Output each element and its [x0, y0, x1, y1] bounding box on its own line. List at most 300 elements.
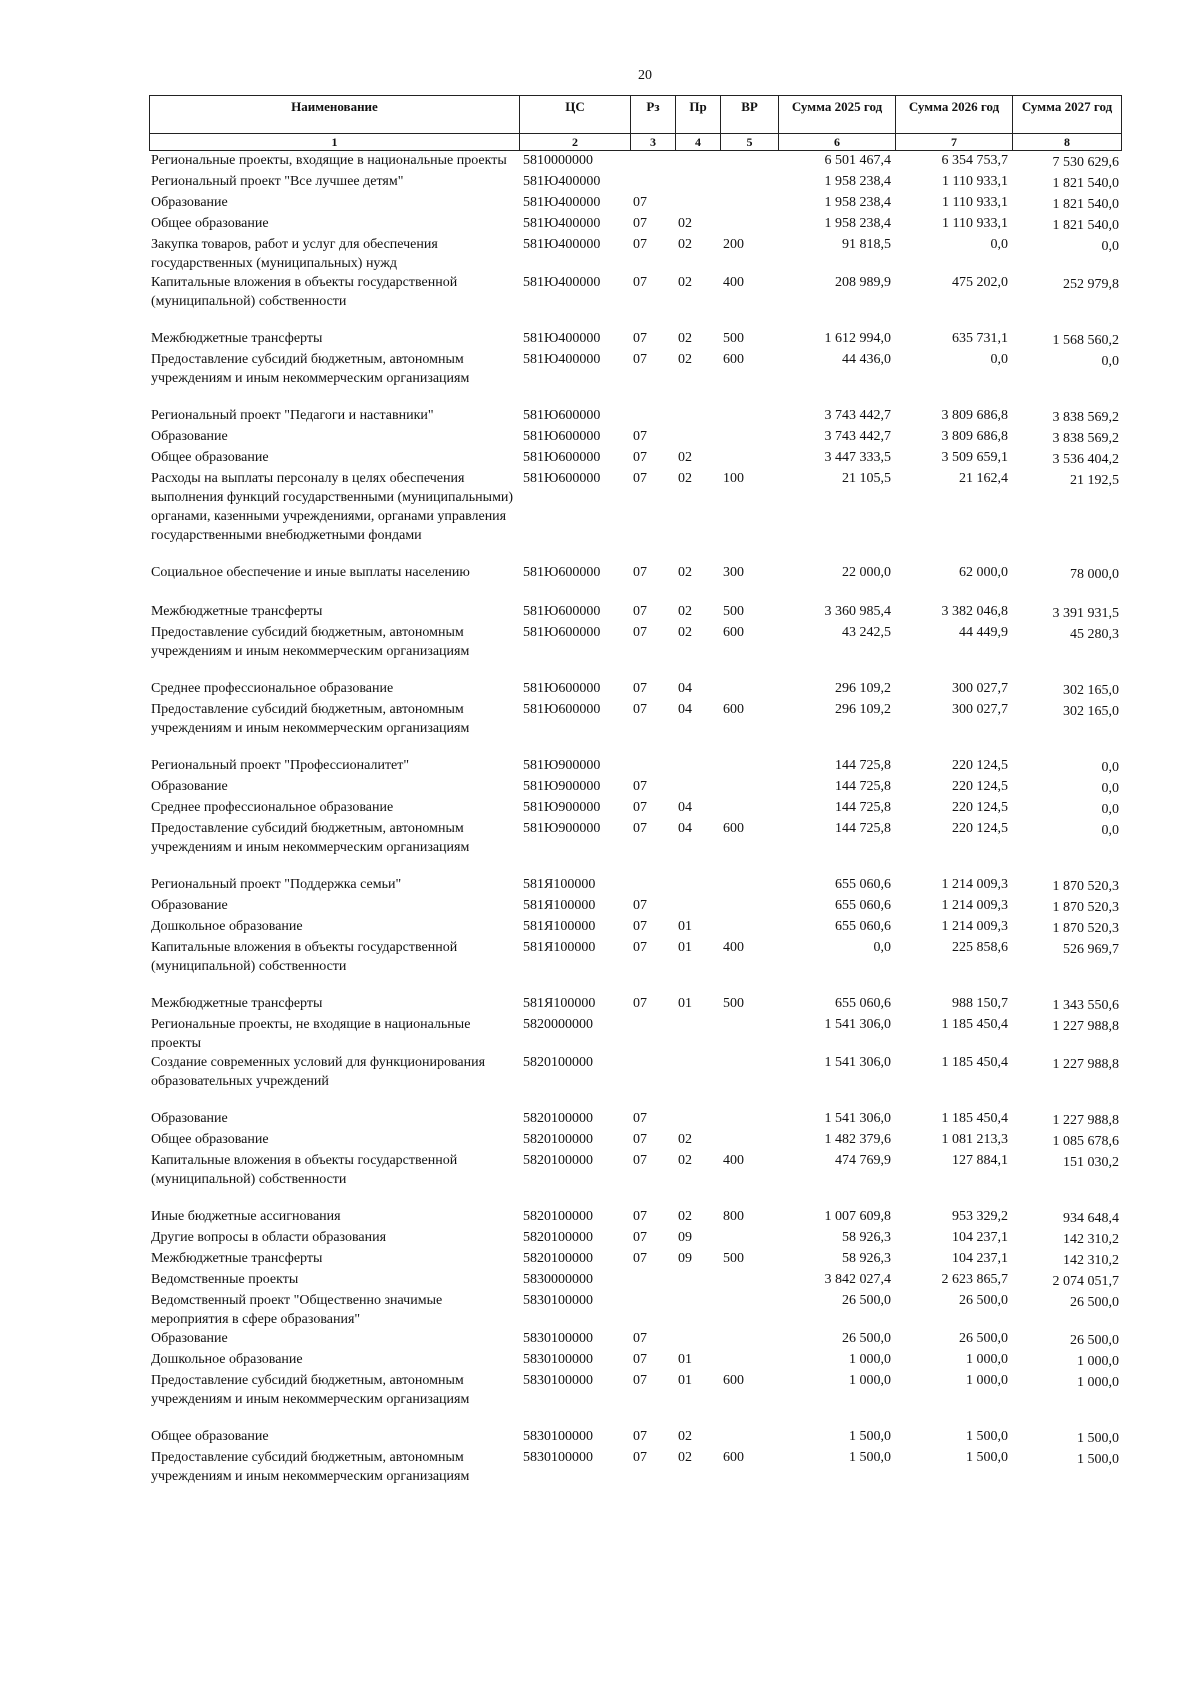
column-number: 2 — [520, 134, 631, 151]
cell-vr: 500 — [723, 604, 744, 619]
cell-pr — [675, 172, 720, 193]
table-row — [149, 917, 1121, 938]
table-row — [149, 819, 1121, 857]
cell-cs: 581Ю600000 — [523, 565, 601, 580]
cell-pr — [675, 193, 720, 214]
cell-s3: 1 821 540,0 — [1052, 218, 1119, 233]
cell-rz: 07 — [633, 779, 647, 794]
cell-rz — [630, 1270, 675, 1291]
cell-s2: 220 124,5 — [952, 821, 1008, 836]
table-row — [149, 777, 1121, 798]
cell-name: Расходы на выплаты персоналу в целях обеспечения выполнения функций государственными (муниципальными) органами, казенными учреждениями, органами управления государственными внебюджетными фондами — [151, 471, 514, 543]
cell-rz: 07 — [633, 565, 647, 580]
cell-s3: 1 870 520,3 — [1052, 900, 1119, 915]
cell-s2: 1 110 933,1 — [942, 174, 1008, 189]
cell-s2: 26 500,0 — [959, 1331, 1008, 1346]
cell-rz: 07 — [633, 1373, 647, 1388]
cell-s1: 26 500,0 — [842, 1293, 891, 1308]
cell-s2: 1 185 450,4 — [941, 1017, 1008, 1032]
cell-s3: 3 838 569,2 — [1052, 410, 1119, 425]
cell-s2: 6 354 753,7 — [941, 153, 1008, 168]
cell-cs: 581Ю400000 — [523, 331, 601, 346]
cell-s3: 142 310,2 — [1063, 1253, 1119, 1268]
page-number: 20 — [638, 68, 652, 83]
table-row — [149, 172, 1121, 193]
cell-cs: 5830100000 — [523, 1352, 593, 1367]
cell-pr: 02 — [678, 1209, 692, 1224]
cell-rz — [630, 406, 675, 427]
cell-s1: 655 060,6 — [835, 996, 891, 1011]
cell-name: Капитальные вложения в объекты государственной (муниципальной) собственности — [151, 940, 458, 974]
cell-s2: 3 809 686,8 — [941, 408, 1008, 423]
cell-cs: 5830100000 — [523, 1331, 593, 1346]
cell-name: Предоставление субсидий бюджетным, автономным учреждениям и иным некоммерческим организациям — [151, 625, 470, 659]
cell-name: Дошкольное образование — [151, 919, 303, 934]
cell-vr — [720, 917, 778, 938]
cell-name: Другие вопросы в области образования — [151, 1230, 387, 1245]
table-row — [149, 1448, 1121, 1486]
cell-s1: 3 447 333,5 — [824, 450, 891, 465]
cell-s1: 21 105,5 — [842, 471, 891, 486]
cell-vr — [720, 406, 778, 427]
cell-rz: 07 — [633, 216, 647, 231]
cell-s1: 91 818,5 — [842, 237, 891, 252]
cell-vr: 500 — [723, 331, 744, 346]
cell-pr — [675, 777, 720, 798]
cell-s3: 302 165,0 — [1063, 704, 1119, 719]
cell-s2: 1 081 213,3 — [941, 1132, 1008, 1147]
table-row — [149, 896, 1121, 917]
cell-vr: 800 — [723, 1209, 744, 1224]
table-row — [149, 623, 1121, 661]
cell-name: Региональный проект "Педагоги и наставники" — [151, 408, 434, 423]
cell-rz: 07 — [633, 1450, 647, 1465]
cell-rz — [630, 1053, 675, 1091]
cell-pr: 02 — [678, 471, 692, 486]
cell-s3: 1 821 540,0 — [1052, 197, 1119, 212]
cell-s3: 1 870 520,3 — [1052, 879, 1119, 894]
cell-rz: 07 — [633, 275, 647, 290]
cell-s1: 1 500,0 — [849, 1450, 891, 1465]
cell-name: Региональные проекты, не входящие в национальные проекты — [151, 1017, 471, 1051]
cell-pr: 02 — [678, 352, 692, 367]
cell-name: Межбюджетные трансферты — [151, 604, 323, 619]
cell-s1: 144 725,8 — [835, 800, 891, 815]
cell-s2: 1 214 009,3 — [941, 898, 1008, 913]
table-row — [149, 1109, 1121, 1130]
cell-rz: 07 — [633, 1429, 647, 1444]
cell-rz: 07 — [633, 898, 647, 913]
cell-cs: 5820100000 — [523, 1251, 593, 1266]
cell-rz: 07 — [633, 237, 647, 252]
cell-pr — [675, 1291, 720, 1329]
cell-s3: 45 280,3 — [1070, 627, 1119, 642]
column-number: 7 — [896, 134, 1013, 151]
cell-s2: 1 000,0 — [966, 1373, 1008, 1388]
cell-vr — [720, 214, 778, 235]
header-vr: ВР — [721, 96, 779, 134]
cell-s3: 78 000,0 — [1070, 567, 1119, 582]
cell-rz: 07 — [633, 604, 647, 619]
cell-s1: 144 725,8 — [835, 779, 891, 794]
cell-pr — [675, 427, 720, 448]
cell-rz: 07 — [633, 702, 647, 717]
cell-s3: 2 074 051,7 — [1052, 1274, 1119, 1289]
cell-rz: 07 — [633, 1111, 647, 1126]
cell-name: Образование — [151, 429, 228, 444]
cell-s2: 1 500,0 — [966, 1450, 1008, 1465]
table-row — [149, 193, 1121, 214]
cell-s3: 252 979,8 — [1063, 277, 1119, 292]
cell-pr: 02 — [678, 625, 692, 640]
cell-s1: 58 926,3 — [842, 1230, 891, 1245]
cell-pr: 02 — [678, 1450, 692, 1465]
cell-cs: 581Ю600000 — [523, 681, 601, 696]
table-row — [149, 875, 1121, 896]
cell-s1: 3 743 442,7 — [824, 429, 891, 444]
cell-pr — [675, 1270, 720, 1291]
cell-s1: 1 541 306,0 — [824, 1111, 891, 1126]
cell-s1: 1 541 306,0 — [824, 1017, 891, 1032]
cell-vr — [720, 1015, 778, 1053]
cell-rz — [630, 1291, 675, 1329]
cell-s3: 1 085 678,6 — [1052, 1134, 1119, 1149]
cell-cs: 5820100000 — [523, 1230, 593, 1245]
cell-s1: 44 436,0 — [842, 352, 891, 367]
cell-s1: 1 500,0 — [849, 1429, 891, 1444]
cell-name: Капитальные вложения в объекты государственной (муниципальной) собственности — [151, 275, 458, 309]
cell-vr — [720, 1350, 778, 1371]
cell-pr — [675, 896, 720, 917]
cell-pr: 01 — [678, 1373, 692, 1388]
cell-s2: 3 809 686,8 — [941, 429, 1008, 444]
cell-cs: 581Ю400000 — [523, 174, 601, 189]
cell-vr: 200 — [723, 237, 744, 252]
header-name: Наименование — [150, 96, 520, 134]
table-row — [149, 1371, 1121, 1409]
cell-rz: 07 — [633, 681, 647, 696]
cell-vr: 400 — [723, 275, 744, 290]
cell-vr — [720, 193, 778, 214]
cell-s2: 0,0 — [990, 237, 1008, 252]
cell-name: Межбюджетные трансферты — [151, 331, 323, 346]
cell-s1: 0,0 — [873, 940, 891, 955]
cell-vr — [720, 1427, 778, 1448]
cell-s2: 1 110 933,1 — [942, 216, 1008, 231]
cell-s3: 934 648,4 — [1063, 1211, 1119, 1226]
table-row — [149, 994, 1121, 1015]
column-number: 8 — [1013, 134, 1122, 151]
cell-s1: 26 500,0 — [842, 1331, 891, 1346]
cell-pr: 02 — [678, 237, 692, 252]
cell-s2: 953 329,2 — [952, 1209, 1008, 1224]
cell-s1: 655 060,6 — [835, 877, 891, 892]
cell-cs: 581Ю900000 — [523, 779, 601, 794]
cell-rz: 07 — [633, 940, 647, 955]
cell-name: Образование — [151, 779, 228, 794]
cell-rz: 07 — [633, 331, 647, 346]
table-row — [149, 1350, 1121, 1371]
cell-vr — [720, 1109, 778, 1130]
cell-s3: 3 536 404,2 — [1052, 452, 1119, 467]
table-row — [149, 756, 1121, 777]
cell-s2: 225 858,6 — [952, 940, 1008, 955]
cell-cs: 5820100000 — [523, 1055, 593, 1070]
cell-cs: 581Ю600000 — [523, 450, 601, 465]
cell-cs: 581Ю600000 — [523, 702, 601, 717]
cell-s3: 1 500,0 — [1077, 1431, 1119, 1446]
cell-pr: 04 — [678, 681, 692, 696]
cell-name: Общее образование — [151, 450, 269, 465]
cell-rz: 07 — [633, 996, 647, 1011]
cell-cs: 5810000000 — [523, 153, 593, 168]
cell-s1: 1 000,0 — [849, 1373, 891, 1388]
cell-vr: 600 — [723, 625, 744, 640]
cell-vr — [720, 151, 778, 172]
column-number: 4 — [676, 134, 721, 151]
cell-vr: 100 — [723, 471, 744, 486]
table-row — [149, 1207, 1121, 1228]
cell-cs: 5830000000 — [523, 1272, 593, 1287]
cell-name: Предоставление субсидий бюджетным, автономным учреждениям и иным некоммерческим организациям — [151, 821, 470, 855]
cell-cs: 581Я100000 — [523, 940, 596, 955]
cell-vr — [720, 448, 778, 469]
cell-rz: 07 — [633, 1352, 647, 1367]
table-row — [149, 1228, 1121, 1249]
cell-s1: 1 958 238,4 — [824, 174, 891, 189]
cell-s2: 1 110 933,1 — [942, 195, 1008, 210]
cell-s1: 58 926,3 — [842, 1251, 891, 1266]
cell-s2: 2 623 865,7 — [941, 1272, 1008, 1287]
cell-s3: 1 227 988,8 — [1052, 1057, 1119, 1072]
cell-name: Региональный проект "Все лучшее детям" — [151, 174, 404, 189]
cell-s3: 0,0 — [1101, 802, 1119, 817]
table-row — [149, 602, 1121, 623]
table-row — [149, 1130, 1121, 1151]
cell-cs: 581Ю400000 — [523, 195, 601, 210]
cell-name: Среднее профессиональное образование — [151, 800, 394, 815]
cell-pr: 02 — [678, 331, 692, 346]
cell-s3: 1 227 988,8 — [1052, 1019, 1119, 1034]
cell-vr — [720, 172, 778, 193]
cell-name: Образование — [151, 898, 228, 913]
table-header — [149, 95, 1122, 151]
header-sum-2026: Сумма 2026 год — [896, 96, 1013, 134]
cell-s2: 3 509 659,1 — [941, 450, 1008, 465]
cell-name: Предоставление субсидий бюджетным, автономным учреждениям и иным некоммерческим организациям — [151, 1450, 470, 1484]
cell-s3: 1 343 550,6 — [1052, 998, 1119, 1013]
cell-s3: 26 500,0 — [1070, 1295, 1119, 1310]
cell-s3: 1 000,0 — [1077, 1375, 1119, 1390]
cell-s1: 3 360 985,4 — [824, 604, 891, 619]
cell-s1: 144 725,8 — [835, 821, 891, 836]
cell-s2: 1 214 009,3 — [941, 919, 1008, 934]
cell-s2: 988 150,7 — [952, 996, 1008, 1011]
cell-s3: 0,0 — [1101, 354, 1119, 369]
cell-rz: 07 — [633, 471, 647, 486]
cell-name: Дошкольное образование — [151, 1352, 303, 1367]
table-row — [149, 1151, 1121, 1189]
cell-vr: 600 — [723, 1450, 744, 1465]
cell-name: Общее образование — [151, 1429, 269, 1444]
cell-s3: 1 000,0 — [1077, 1354, 1119, 1369]
cell-s1: 1 612 994,0 — [824, 331, 891, 346]
cell-vr — [720, 1228, 778, 1249]
table-row — [149, 350, 1121, 388]
cell-rz: 07 — [633, 1331, 647, 1346]
cell-pr: 02 — [678, 216, 692, 231]
cell-cs: 581Я100000 — [523, 877, 596, 892]
cell-vr: 400 — [723, 940, 744, 955]
cell-cs: 5830100000 — [523, 1429, 593, 1444]
cell-name: Межбюджетные трансферты — [151, 996, 323, 1011]
cell-cs: 581Ю600000 — [523, 471, 601, 486]
cell-cs: 581Ю600000 — [523, 408, 601, 423]
cell-cs: 5820100000 — [523, 1153, 593, 1168]
cell-s2: 220 124,5 — [952, 779, 1008, 794]
cell-name: Образование — [151, 195, 228, 210]
cell-vr — [720, 756, 778, 777]
cell-s2: 1 000,0 — [966, 1352, 1008, 1367]
cell-s1: 1 958 238,4 — [824, 195, 891, 210]
table-row — [149, 679, 1121, 700]
cell-name: Региональный проект "Профессионалитет" — [151, 758, 410, 773]
cell-name: Иные бюджетные ассигнования — [151, 1209, 341, 1224]
cell-name: Образование — [151, 1331, 228, 1346]
cell-cs: 5830100000 — [523, 1293, 593, 1308]
cell-s1: 3 842 027,4 — [824, 1272, 891, 1287]
cell-pr: 09 — [678, 1251, 692, 1266]
cell-s3: 0,0 — [1101, 823, 1119, 838]
cell-cs: 5820100000 — [523, 1132, 593, 1147]
table-row — [149, 1427, 1121, 1448]
cell-vr — [720, 1329, 778, 1350]
cell-rz: 07 — [633, 1251, 647, 1266]
cell-rz: 07 — [633, 625, 647, 640]
cell-pr — [675, 875, 720, 896]
cell-vr: 600 — [723, 352, 744, 367]
cell-name: Предоставление субсидий бюджетным, автономным учреждениям и иным некоммерческим организациям — [151, 702, 470, 736]
header-pr: Пр — [676, 96, 721, 134]
table-row — [149, 273, 1121, 311]
cell-vr: 400 — [723, 1153, 744, 1168]
cell-s2: 635 731,1 — [952, 331, 1008, 346]
table-row — [149, 329, 1121, 350]
header-sum-2025: Сумма 2025 год — [779, 96, 896, 134]
cell-pr: 04 — [678, 702, 692, 717]
cell-s1: 1 958 238,4 — [824, 216, 891, 231]
cell-cs: 581Ю600000 — [523, 429, 601, 444]
cell-pr: 02 — [678, 275, 692, 290]
table-row — [149, 427, 1121, 448]
header-rz: Рз — [631, 96, 676, 134]
cell-s2: 21 162,4 — [959, 471, 1008, 486]
cell-vr — [720, 679, 778, 700]
cell-pr: 02 — [678, 1429, 692, 1444]
cell-s2: 1 185 450,4 — [941, 1055, 1008, 1070]
cell-name: Среднее профессиональное образование — [151, 681, 394, 696]
cell-cs: 5820100000 — [523, 1111, 593, 1126]
cell-cs: 581Ю400000 — [523, 216, 601, 231]
cell-s3: 1 500,0 — [1077, 1452, 1119, 1467]
cell-vr: 600 — [723, 821, 744, 836]
cell-s1: 1 482 379,6 — [824, 1132, 891, 1147]
cell-name: Общее образование — [151, 216, 269, 231]
cell-vr — [720, 1270, 778, 1291]
budget-table — [149, 95, 1121, 1486]
cell-pr — [675, 1109, 720, 1130]
cell-pr: 02 — [678, 1132, 692, 1147]
cell-s3: 1 227 988,8 — [1052, 1113, 1119, 1128]
cell-s2: 220 124,5 — [952, 758, 1008, 773]
cell-vr: 300 — [723, 565, 744, 580]
cell-vr: 600 — [723, 1373, 744, 1388]
cell-rz: 07 — [633, 821, 647, 836]
column-number: 1 — [150, 134, 520, 151]
cell-s3: 526 969,7 — [1063, 942, 1119, 957]
cell-s2: 1 185 450,4 — [941, 1111, 1008, 1126]
table-row — [149, 1249, 1121, 1270]
table-row — [149, 448, 1121, 469]
cell-s2: 104 237,1 — [952, 1230, 1008, 1245]
cell-pr: 04 — [678, 821, 692, 836]
cell-s3: 0,0 — [1101, 781, 1119, 796]
cell-s3: 302 165,0 — [1063, 683, 1119, 698]
cell-pr: 02 — [678, 604, 692, 619]
cell-s1: 1 007 609,8 — [824, 1209, 891, 1224]
cell-s3: 1 568 560,2 — [1052, 333, 1119, 348]
cell-s1: 22 000,0 — [842, 565, 891, 580]
cell-rz: 07 — [633, 1153, 647, 1168]
cell-pr — [675, 151, 720, 172]
cell-cs: 581Я100000 — [523, 996, 596, 1011]
cell-s2: 300 027,7 — [952, 681, 1008, 696]
cell-name: Ведомственные проекты — [151, 1272, 299, 1287]
cell-cs: 581Ю900000 — [523, 758, 601, 773]
table-row — [149, 700, 1121, 738]
cell-vr — [720, 875, 778, 896]
cell-rz: 07 — [633, 352, 647, 367]
cell-vr — [720, 896, 778, 917]
cell-s1: 296 109,2 — [835, 702, 891, 717]
cell-vr — [720, 798, 778, 819]
cell-pr: 01 — [678, 996, 692, 1011]
cell-name: Предоставление субсидий бюджетным, автономным учреждениям и иным некоммерческим организациям — [151, 1373, 470, 1407]
cell-cs: 5820100000 — [523, 1209, 593, 1224]
table-row — [149, 406, 1121, 427]
cell-s3: 1 821 540,0 — [1052, 176, 1119, 191]
cell-pr: 01 — [678, 919, 692, 934]
cell-rz — [630, 172, 675, 193]
cell-rz: 07 — [633, 1209, 647, 1224]
cell-pr — [675, 406, 720, 427]
cell-s2: 300 027,7 — [952, 702, 1008, 717]
cell-name: Региональные проекты, входящие в национальные проекты — [151, 153, 507, 168]
header-cs: ЦС — [520, 96, 631, 134]
cell-name: Закупка товаров, работ и услуг для обеспечения государственных (муниципальных) нужд — [151, 237, 438, 271]
cell-name: Образование — [151, 1111, 228, 1126]
column-number: 6 — [779, 134, 896, 151]
cell-s1: 3 743 442,7 — [824, 408, 891, 423]
cell-rz — [630, 756, 675, 777]
cell-s1: 296 109,2 — [835, 681, 891, 696]
cell-rz: 07 — [633, 800, 647, 815]
cell-rz: 07 — [633, 1230, 647, 1245]
cell-s1: 655 060,6 — [835, 919, 891, 934]
cell-name: Общее образование — [151, 1132, 269, 1147]
table-row — [149, 1291, 1121, 1329]
cell-pr: 01 — [678, 1352, 692, 1367]
